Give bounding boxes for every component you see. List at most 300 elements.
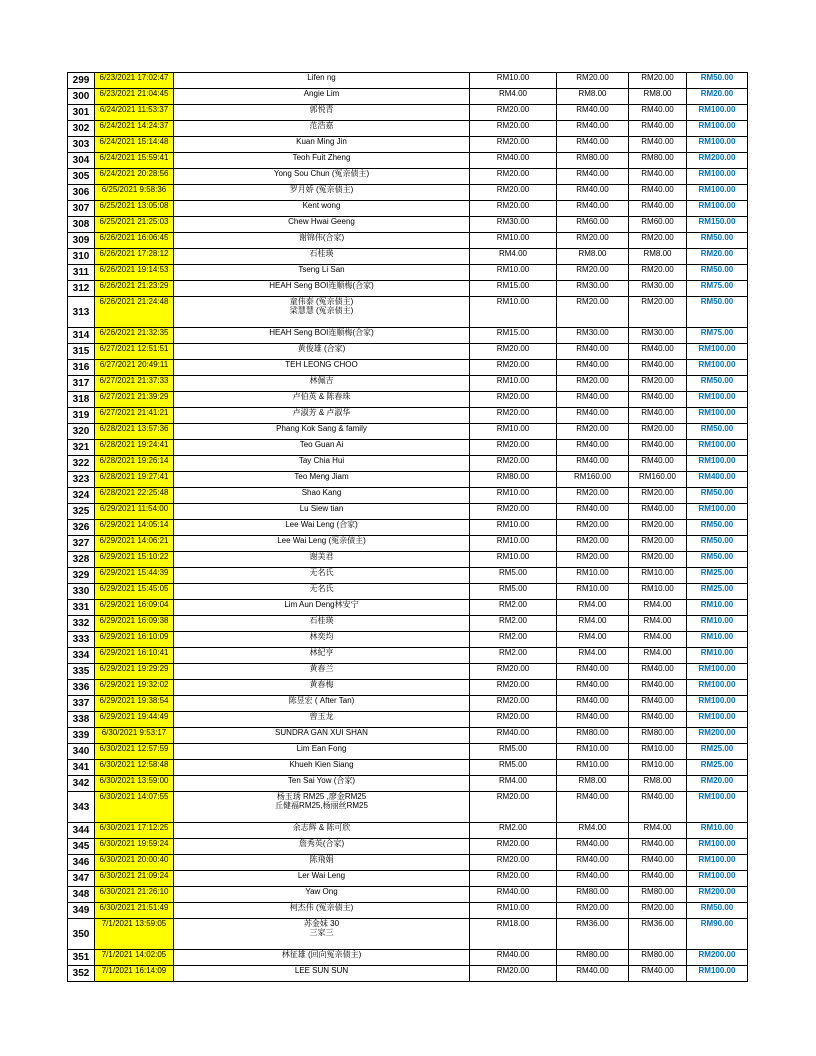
amount-cell-2: RM40.00: [557, 855, 629, 871]
amount-cell-3: RM80.00: [629, 887, 687, 903]
date-cell: 7/1/2021 16:14:09: [95, 966, 174, 982]
date-cell: 6/24/2021 15:14:48: [95, 137, 174, 153]
amount-cell-2: RM80.00: [557, 887, 629, 903]
date-cell: 6/30/2021 21:51:49: [95, 903, 174, 919]
table-row: [68, 344, 748, 360]
amount-cell-1: RM10.00: [470, 488, 557, 504]
name-line: 苏金妹 30: [303, 919, 340, 928]
date-cell: 6/25/2021 21:25:03: [95, 217, 174, 233]
date-cell: 6/29/2021 15:10:22: [95, 552, 174, 568]
name-cell: [174, 792, 470, 823]
amount-cell-2: RM40.00: [557, 185, 629, 201]
name-cell: [174, 648, 470, 664]
total-cell: RM400.00: [687, 472, 748, 488]
name-cell: [174, 664, 470, 680]
name-line: 丘健福RM25,杨丽丝RM25: [275, 801, 368, 810]
amount-cell-2: RM60.00: [557, 217, 629, 233]
date-cell: 6/27/2021 12:51:51: [95, 344, 174, 360]
amount-cell-1: RM2.00: [470, 823, 557, 839]
date-cell: 6/30/2021 14:07:55: [95, 792, 174, 823]
row-number: 349: [68, 903, 95, 919]
date-cell: 6/30/2021 21:26:10: [95, 887, 174, 903]
name-cell: [174, 871, 470, 887]
amount-cell-2: RM40.00: [557, 137, 629, 153]
date-cell: 6/25/2021 9:58:36: [95, 185, 174, 201]
amount-cell-3: RM40.00: [629, 456, 687, 472]
amount-cell-1: RM20.00: [470, 392, 557, 408]
row-number: 319: [68, 408, 95, 424]
date-cell: 6/29/2021 15:45:05: [95, 584, 174, 600]
total-cell: RM50.00: [687, 297, 748, 328]
amount-cell-1: RM2.00: [470, 600, 557, 616]
amount-cell-3: RM8.00: [629, 776, 687, 792]
table-row: [68, 744, 748, 760]
row-number: 327: [68, 536, 95, 552]
row-number: 304: [68, 153, 95, 169]
name-cell: [174, 966, 470, 982]
row-number: 329: [68, 568, 95, 584]
row-number: 322: [68, 456, 95, 472]
amount-cell-3: RM4.00: [629, 600, 687, 616]
row-number: 311: [68, 265, 95, 281]
amount-cell-2: RM20.00: [557, 552, 629, 568]
total-cell: RM10.00: [687, 616, 748, 632]
amount-cell-3: RM40.00: [629, 121, 687, 137]
name-cell: [174, 297, 470, 328]
row-number: 343: [68, 792, 95, 823]
date-cell: 6/29/2021 16:09:38: [95, 616, 174, 632]
date-cell: 6/29/2021 19:32:02: [95, 680, 174, 696]
total-cell: RM100.00: [687, 344, 748, 360]
table-row: [68, 950, 748, 966]
name-cell: [174, 855, 470, 871]
amount-cell-2: RM20.00: [557, 233, 629, 249]
row-number: 313: [68, 297, 95, 328]
row-number: 315: [68, 344, 95, 360]
date-cell: 6/30/2021 12:57:59: [95, 744, 174, 760]
total-cell: RM75.00: [687, 328, 748, 344]
date-cell: 6/26/2021 21:32:35: [95, 328, 174, 344]
amount-cell-2: RM20.00: [557, 265, 629, 281]
amount-cell-2: RM160.00: [557, 472, 629, 488]
amount-cell-1: RM5.00: [470, 760, 557, 776]
total-cell: RM100.00: [687, 201, 748, 217]
amount-cell-1: RM20.00: [470, 871, 557, 887]
amount-cell-2: RM80.00: [557, 153, 629, 169]
row-number: 342: [68, 776, 95, 792]
name-line: Angie Lim: [303, 89, 340, 98]
amount-cell-3: RM10.00: [629, 584, 687, 600]
total-cell: RM50.00: [687, 488, 748, 504]
amount-cell-2: RM40.00: [557, 201, 629, 217]
date-cell: 6/29/2021 16:10:09: [95, 632, 174, 648]
amount-cell-1: RM4.00: [470, 89, 557, 105]
date-cell: 6/24/2021 15:59:41: [95, 153, 174, 169]
table-row: [68, 616, 748, 632]
total-cell: RM100.00: [687, 169, 748, 185]
amount-cell-1: RM10.00: [470, 552, 557, 568]
amount-cell-1: RM40.00: [470, 950, 557, 966]
name-cell: [174, 744, 470, 760]
total-cell: RM50.00: [687, 233, 748, 249]
total-cell: RM100.00: [687, 664, 748, 680]
amount-cell-1: RM20.00: [470, 185, 557, 201]
amount-cell-2: RM10.00: [557, 760, 629, 776]
table-row: [68, 568, 748, 584]
table-row: [68, 472, 748, 488]
row-number: 337: [68, 696, 95, 712]
amount-cell-2: RM4.00: [557, 600, 629, 616]
amount-cell-3: RM36.00: [629, 919, 687, 950]
amount-cell-3: RM4.00: [629, 616, 687, 632]
name-line: 黄春梅: [309, 680, 334, 689]
name-cell: [174, 536, 470, 552]
amount-cell-2: RM4.00: [557, 823, 629, 839]
amount-cell-2: RM40.00: [557, 680, 629, 696]
amount-cell-1: RM20.00: [470, 137, 557, 153]
name-cell: [174, 440, 470, 456]
name-line: 卢淑芳 & 卢淑华: [292, 408, 351, 417]
total-cell: RM100.00: [687, 137, 748, 153]
name-line: 无名氏: [309, 568, 334, 577]
total-cell: RM75.00: [687, 281, 748, 297]
amount-cell-3: RM40.00: [629, 440, 687, 456]
amount-cell-1: RM20.00: [470, 169, 557, 185]
name-cell: [174, 328, 470, 344]
amount-cell-3: RM20.00: [629, 424, 687, 440]
total-cell: RM100.00: [687, 360, 748, 376]
name-cell: [174, 504, 470, 520]
table-row: [68, 760, 748, 776]
amount-cell-1: RM20.00: [470, 440, 557, 456]
amount-cell-2: RM20.00: [557, 520, 629, 536]
total-cell: RM100.00: [687, 121, 748, 137]
name-cell: [174, 360, 470, 376]
date-cell: 6/24/2021 20:28:56: [95, 169, 174, 185]
name-cell: [174, 839, 470, 855]
total-cell: RM20.00: [687, 776, 748, 792]
amount-cell-2: RM20.00: [557, 424, 629, 440]
table-row: [68, 520, 748, 536]
amount-cell-3: RM60.00: [629, 217, 687, 233]
row-number: 321: [68, 440, 95, 456]
row-number: 333: [68, 632, 95, 648]
amount-cell-1: RM4.00: [470, 249, 557, 265]
name-line: Tseng Li San: [298, 265, 345, 274]
table-row: [68, 504, 748, 520]
total-cell: RM200.00: [687, 153, 748, 169]
amount-cell-2: RM10.00: [557, 744, 629, 760]
amount-cell-1: RM18.00: [470, 919, 557, 950]
name-line: Lu Siew tian: [299, 504, 344, 513]
name-line: 林奕均: [309, 632, 334, 641]
amount-cell-1: RM15.00: [470, 281, 557, 297]
name-line: TEH LEONG CHOO: [285, 360, 358, 369]
amount-cell-1: RM30.00: [470, 217, 557, 233]
amount-cell-3: RM80.00: [629, 728, 687, 744]
amount-cell-2: RM40.00: [557, 440, 629, 456]
table-row: [68, 440, 748, 456]
total-cell: RM25.00: [687, 584, 748, 600]
table-row: [68, 185, 748, 201]
name-line: Teo Guan Ai: [299, 440, 344, 449]
amount-cell-3: RM40.00: [629, 504, 687, 520]
date-cell: 6/28/2021 22:25:48: [95, 488, 174, 504]
amount-cell-2: RM40.00: [557, 456, 629, 472]
amount-cell-3: RM40.00: [629, 839, 687, 855]
total-cell: RM100.00: [687, 792, 748, 823]
name-cell: [174, 600, 470, 616]
table-row: [68, 776, 748, 792]
row-number: 340: [68, 744, 95, 760]
date-cell: 6/26/2021 19:14:53: [95, 265, 174, 281]
name-line: SUNDRA GAN XUI SHAN: [275, 728, 368, 737]
date-cell: 6/24/2021 11:53:37: [95, 105, 174, 121]
total-cell: RM20.00: [687, 89, 748, 105]
table-row: [68, 536, 748, 552]
amount-cell-1: RM20.00: [470, 121, 557, 137]
amount-cell-1: RM10.00: [470, 520, 557, 536]
amount-cell-1: RM20.00: [470, 408, 557, 424]
name-cell: [174, 472, 470, 488]
row-number: 303: [68, 137, 95, 153]
amount-cell-1: RM10.00: [470, 297, 557, 328]
name-cell: [174, 169, 470, 185]
name-cell: [174, 696, 470, 712]
table-row: [68, 456, 748, 472]
amount-cell-1: RM10.00: [470, 903, 557, 919]
row-number: 345: [68, 839, 95, 855]
name-line: Kuan Ming Jin: [296, 137, 347, 146]
amount-cell-3: RM40.00: [629, 344, 687, 360]
date-cell: 6/26/2021 21:24:48: [95, 297, 174, 328]
name-line: 谢锦伟(合家): [298, 233, 345, 242]
row-number: 323: [68, 472, 95, 488]
amount-cell-3: RM20.00: [629, 903, 687, 919]
amount-cell-3: RM40.00: [629, 696, 687, 712]
table-row: [68, 584, 748, 600]
name-cell: [174, 392, 470, 408]
row-number: 314: [68, 328, 95, 344]
row-number: 300: [68, 89, 95, 105]
amount-cell-3: RM40.00: [629, 392, 687, 408]
total-cell: RM150.00: [687, 217, 748, 233]
name-line: 卢伯英 & 陈春珠: [292, 392, 351, 401]
table-row: [68, 855, 748, 871]
row-number: 305: [68, 169, 95, 185]
total-cell: RM25.00: [687, 760, 748, 776]
amount-cell-2: RM4.00: [557, 632, 629, 648]
date-cell: 6/30/2021 20:00:40: [95, 855, 174, 871]
name-line: 黄俊雄 (合家): [297, 344, 346, 353]
name-cell: [174, 616, 470, 632]
amount-cell-3: RM20.00: [629, 297, 687, 328]
amount-cell-2: RM10.00: [557, 568, 629, 584]
amount-cell-3: RM20.00: [629, 520, 687, 536]
date-cell: 6/27/2021 21:41:21: [95, 408, 174, 424]
total-cell: RM50.00: [687, 424, 748, 440]
row-number: 336: [68, 680, 95, 696]
date-cell: 6/28/2021 19:26:14: [95, 456, 174, 472]
amount-cell-3: RM10.00: [629, 760, 687, 776]
name-cell: [174, 568, 470, 584]
name-line: 童伟泰 (冤亲债主): [289, 297, 354, 306]
amount-cell-2: RM40.00: [557, 121, 629, 137]
amount-cell-2: RM40.00: [557, 664, 629, 680]
name-line: Teoh Fuit Zheng: [292, 153, 351, 162]
amount-cell-3: RM40.00: [629, 169, 687, 185]
table-row: [68, 887, 748, 903]
amount-cell-1: RM10.00: [470, 536, 557, 552]
table-row: [68, 265, 748, 281]
amount-cell-3: RM80.00: [629, 950, 687, 966]
amount-cell-3: RM40.00: [629, 792, 687, 823]
row-number: 347: [68, 871, 95, 887]
amount-cell-3: RM40.00: [629, 105, 687, 121]
amount-cell-1: RM15.00: [470, 328, 557, 344]
date-cell: 6/29/2021 11:54:00: [95, 504, 174, 520]
table-row: [68, 408, 748, 424]
amount-cell-1: RM4.00: [470, 776, 557, 792]
row-number: 310: [68, 249, 95, 265]
amount-cell-3: RM160.00: [629, 472, 687, 488]
total-cell: RM50.00: [687, 536, 748, 552]
row-number: 350: [68, 919, 95, 950]
amount-cell-2: RM8.00: [557, 249, 629, 265]
name-line: Yaw Ong: [305, 887, 338, 896]
name-line: 罗月娇 (冤亲债主): [289, 185, 354, 194]
total-cell: RM100.00: [687, 440, 748, 456]
amount-cell-2: RM20.00: [557, 488, 629, 504]
total-cell: RM100.00: [687, 408, 748, 424]
table-row: [68, 839, 748, 855]
total-cell: RM200.00: [687, 950, 748, 966]
amount-cell-3: RM20.00: [629, 552, 687, 568]
amount-cell-2: RM8.00: [557, 776, 629, 792]
table-row: [68, 217, 748, 233]
date-cell: 6/29/2021 16:10:41: [95, 648, 174, 664]
amount-cell-3: RM20.00: [629, 73, 687, 89]
name-line: Ler Wai Leng: [297, 871, 346, 880]
row-number: 339: [68, 728, 95, 744]
total-cell: RM100.00: [687, 871, 748, 887]
amount-cell-2: RM8.00: [557, 89, 629, 105]
name-line: 范浩嘉: [309, 121, 334, 130]
name-line: 余志辉 & 陈可欣: [292, 823, 351, 832]
amount-cell-2: RM40.00: [557, 966, 629, 982]
amount-cell-2: RM20.00: [557, 297, 629, 328]
amount-cell-3: RM20.00: [629, 536, 687, 552]
amount-cell-2: RM40.00: [557, 839, 629, 855]
name-line: Teo Meng Jiam: [294, 472, 349, 481]
amount-cell-3: RM20.00: [629, 265, 687, 281]
amount-cell-1: RM2.00: [470, 632, 557, 648]
name-line: Phang Kok Sang & family: [276, 424, 367, 433]
table-row: [68, 89, 748, 105]
table-row: [68, 680, 748, 696]
name-line: 柯杰伟 (冤亲债主): [289, 903, 354, 912]
amount-cell-2: RM40.00: [557, 105, 629, 121]
date-cell: 6/29/2021 14:05:14: [95, 520, 174, 536]
name-cell: [174, 584, 470, 600]
total-cell: RM100.00: [687, 185, 748, 201]
amount-cell-3: RM4.00: [629, 823, 687, 839]
total-cell: RM50.00: [687, 552, 748, 568]
row-number: 335: [68, 664, 95, 680]
date-cell: 6/29/2021 14:06:21: [95, 536, 174, 552]
total-cell: RM200.00: [687, 887, 748, 903]
row-number: 344: [68, 823, 95, 839]
name-line: Lim Aun Deng林安宁: [284, 600, 359, 609]
amount-cell-3: RM40.00: [629, 201, 687, 217]
name-line: Lifen ng: [307, 73, 336, 82]
amount-cell-1: RM10.00: [470, 376, 557, 392]
row-number: 330: [68, 584, 95, 600]
total-cell: RM100.00: [687, 696, 748, 712]
amount-cell-1: RM20.00: [470, 966, 557, 982]
row-number: 352: [68, 966, 95, 982]
date-cell: 6/27/2021 21:39:29: [95, 392, 174, 408]
name-cell: [174, 153, 470, 169]
amount-cell-1: RM20.00: [470, 680, 557, 696]
amount-cell-1: RM10.00: [470, 424, 557, 440]
amount-cell-1: RM20.00: [470, 664, 557, 680]
table-row: [68, 105, 748, 121]
name-line: Kent wong: [302, 201, 341, 210]
amount-cell-2: RM10.00: [557, 584, 629, 600]
amount-cell-1: RM10.00: [470, 233, 557, 249]
amount-cell-1: RM20.00: [470, 855, 557, 871]
table-row: [68, 153, 748, 169]
amount-cell-3: RM8.00: [629, 249, 687, 265]
table-row: [68, 903, 748, 919]
total-cell: RM100.00: [687, 839, 748, 855]
name-line: 林紀亨: [309, 648, 334, 657]
row-number: 325: [68, 504, 95, 520]
total-cell: RM50.00: [687, 376, 748, 392]
amount-cell-2: RM40.00: [557, 360, 629, 376]
name-cell: [174, 680, 470, 696]
total-cell: RM50.00: [687, 73, 748, 89]
total-cell: RM90.00: [687, 919, 748, 950]
date-cell: 6/26/2021 21:23:29: [95, 281, 174, 297]
amount-cell-3: RM4.00: [629, 648, 687, 664]
name-cell: [174, 201, 470, 217]
date-cell: 6/29/2021 19:38:54: [95, 696, 174, 712]
amount-cell-1: RM20.00: [470, 504, 557, 520]
total-cell: RM50.00: [687, 903, 748, 919]
amount-cell-2: RM40.00: [557, 712, 629, 728]
name-cell: [174, 632, 470, 648]
name-line: 石桂瑛: [309, 616, 334, 625]
donation-ledger-table: [67, 72, 748, 982]
date-cell: 6/29/2021 16:09:04: [95, 600, 174, 616]
amount-cell-1: RM40.00: [470, 728, 557, 744]
date-cell: 6/30/2021 12:58:48: [95, 760, 174, 776]
amount-cell-3: RM40.00: [629, 137, 687, 153]
table-row: [68, 823, 748, 839]
name-cell: [174, 233, 470, 249]
total-cell: RM100.00: [687, 504, 748, 520]
date-cell: 6/29/2021 19:44:49: [95, 712, 174, 728]
date-cell: 6/28/2021 19:27:41: [95, 472, 174, 488]
name-line: 曾玉龙: [309, 712, 334, 721]
name-line: Khueh Kien Siang: [289, 760, 354, 769]
name-line: 石桂瑛: [309, 249, 334, 258]
row-number: 316: [68, 360, 95, 376]
amount-cell-1: RM40.00: [470, 153, 557, 169]
name-cell: [174, 919, 470, 950]
